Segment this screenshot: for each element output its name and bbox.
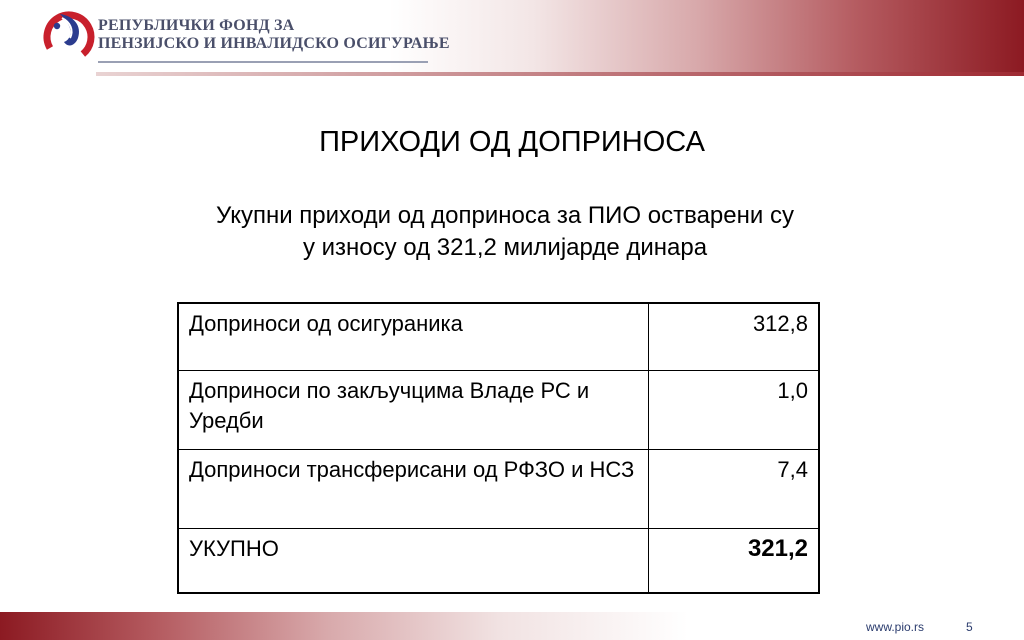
table-total-row — [178, 529, 819, 594]
slide-subtitle — [0, 200, 1010, 264]
total-value: 321,2 — [649, 529, 820, 594]
page-number: 5 — [966, 620, 973, 634]
organization-underline — [98, 61, 428, 63]
organization-name-line2: ПЕНЗИЈСКО И ИНВАЛИДСКО ОСИГУРАЊЕ — [98, 35, 450, 52]
row-value: 1,0 — [649, 371, 820, 450]
row-value: 312,8 — [649, 303, 820, 371]
subtitle-line2: у износу од 321,2 милијарде динара — [302, 234, 708, 261]
slide-title: ПРИХОДИ ОД ДОПРИНОСА — [319, 126, 705, 158]
organization-name — [98, 17, 450, 53]
row-label: Доприноси од осигураника — [178, 303, 649, 371]
row-label: Доприноси по закључцима Владе РС и Уредби — [178, 371, 649, 450]
footer-url-link[interactable]: www.pio.rs — [866, 620, 925, 634]
contributions-table — [177, 302, 820, 594]
row-value: 7,4 — [649, 450, 820, 529]
pio-logo-icon — [40, 6, 98, 68]
row-label: Доприноси трансферисани од РФЗО и НСЗ — [178, 450, 649, 529]
table-row — [178, 303, 819, 371]
total-label: УКУПНО — [178, 529, 649, 594]
table-row — [178, 450, 819, 529]
table-row — [178, 371, 819, 450]
subtitle-line1: Укупни приходи од доприноса за ПИО остварени су — [216, 202, 794, 229]
organization-name-line1: РЕПУБЛИЧКИ ФОНД ЗА — [98, 17, 295, 34]
header-divider — [96, 72, 1024, 76]
footer-band — [0, 612, 860, 640]
